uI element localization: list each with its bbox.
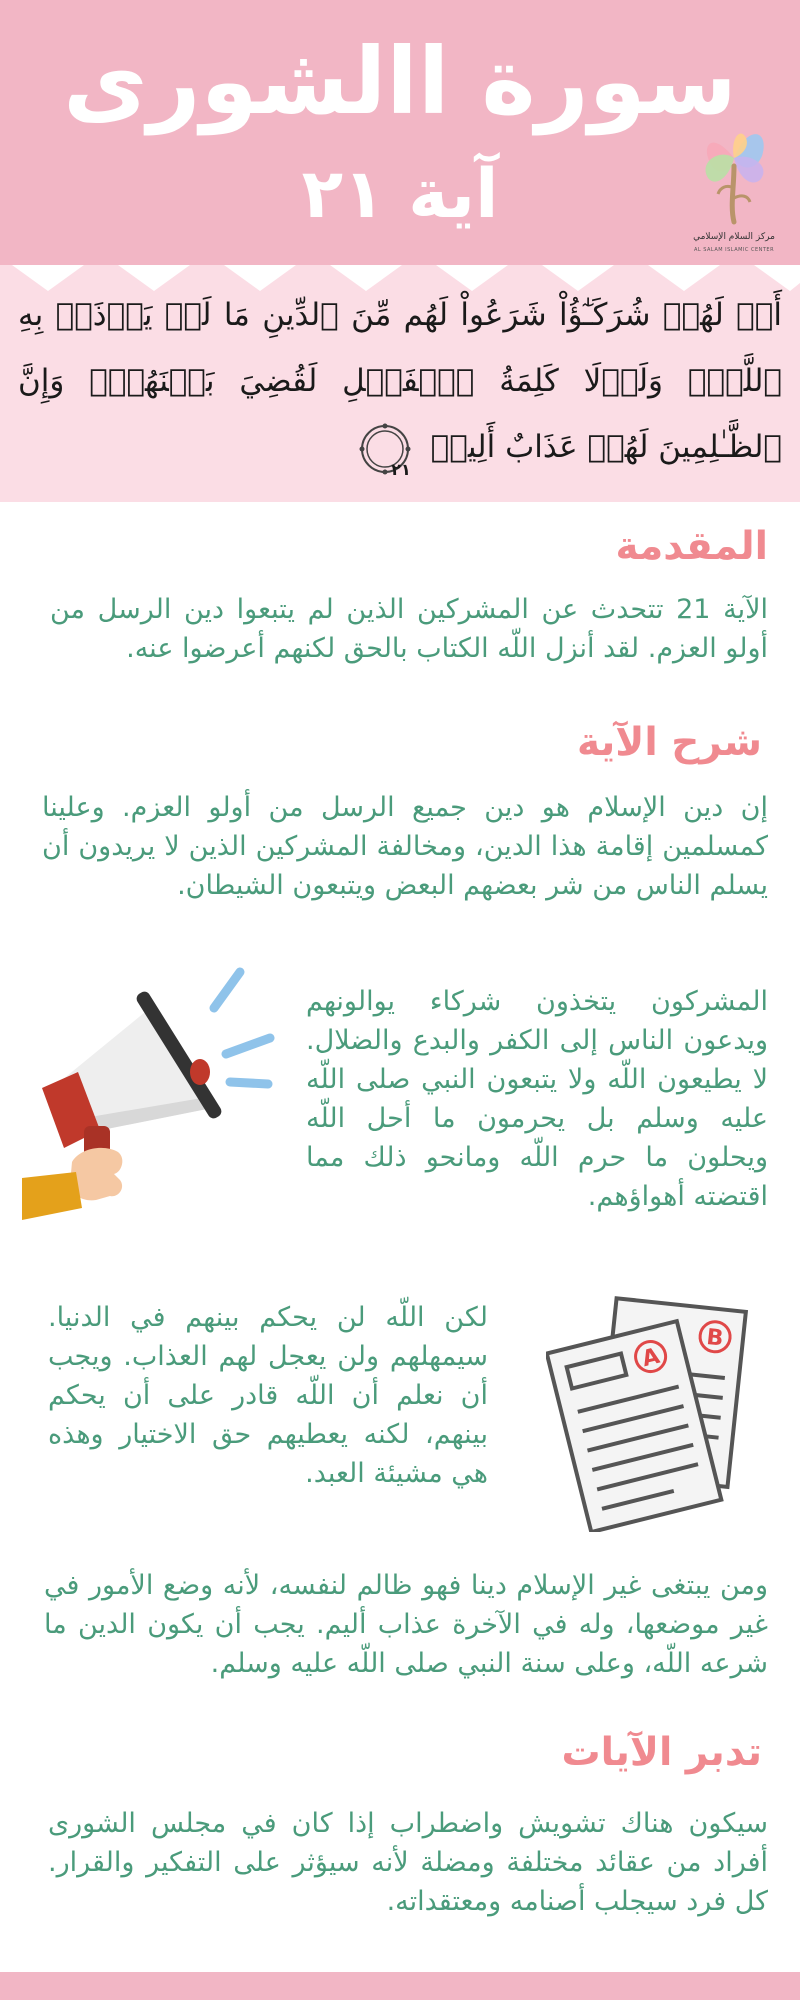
- explanation-paragraph-4: ومن يبتغى غير الإسلام دينا فهو ظالم لنفسه، لأنه وضع الأمور في غير موضعها، وله في الآخرة عذاب أليم. يجب أن يكون الدين ما شرعه اللّه، وعلى سنة النبي صلى اللّه عليه وسلم.: [44, 1570, 768, 1679]
- explanation-paragraph-2: المشركون يتخذون شركاء يوالونهم ويدعون الناس إلى الكفر والبدع والضلال. لا يطيعون اللّه ولا يتبعون النبي صلى اللّه عليه وسلم بل يحرمون ما أحل اللّه ويحلون ما حرم اللّه ومانحو ذلك مما اقتضته أهواؤهم.: [306, 986, 768, 1212]
- ayah-number: ٢١: [391, 459, 411, 479]
- grade-a-label: A: [639, 1343, 663, 1373]
- graded-papers-icon: [546, 1292, 756, 1532]
- intro-paragraph: الآية 21 تتحدث عن المشركين الذين لم يتبعوا دين الرسل من أولو العزم. لقد أنزل اللّه الكتاب بالحق لكنهم أعرضوا عنه.: [50, 594, 768, 664]
- logo-text-english: AL SALAM ISLAMIC CENTER: [693, 247, 775, 253]
- explanation-paragraph-3: لكن اللّه لن يحكم بينهم في الدنيا. سيمهلهم ولن يعجل لهم العذاب. ويجب أن نعلم أن اللّه قادر على أن يحكم بينهم، لكنه يعطيهم حق الاختيار وهذه هي مشيئة العبد.: [48, 1302, 488, 1489]
- ayah-end-marker: [359, 423, 411, 479]
- page-subtitle: آية ٢١: [301, 155, 499, 234]
- explanation-paragraph-1: إن دين الإسلام هو دين جميع الرسل من أولو العزم. وعلينا كمسلمين إقامة هذا الدين، ومخالفة المشركين الذين لا يريدون أن يسلم الناس من شر بعضهم البعض ويتبعون الشيطان.: [42, 792, 768, 901]
- grade-b-label: B: [705, 1324, 725, 1352]
- footer-band: [0, 1972, 800, 2000]
- intro-heading: المقدمة: [615, 524, 768, 569]
- reflection-paragraph: سيكون هناك تشويش واضطراب إذا كان في مجلس الشورى أفراد من عقائد مختلفة ومضلة لأنه سيؤثر على التفكير والقرار. كل فرد سيجلب أصنامه ومعتقداته.: [48, 1808, 768, 1917]
- verse-text: [18, 282, 782, 480]
- explanation-heading: شرح الآية: [576, 720, 762, 765]
- reflection-heading: تدبر الآيات: [561, 1730, 762, 1775]
- verse-arabic: أَمۡ لَهُمۡ شُرَكَـٰٓؤُاْ شَرَعُواْ لَهُم مِّنَ ٱلدِّينِ مَا لَمۡ يَأۡذَنۢ بِهِ ٱللَّهُۚ وَلَوۡلَا كَلِمَةُ ٱلۡفَصۡلِ لَقُضِيَ بَيۡنَهُمۡۗ وَإِنَّ ٱلظَّـٰلِمِينَ لَهُمۡ عَذَابٌ أَلِيمٞ: [18, 297, 782, 465]
- megaphone-icon: [22, 958, 284, 1220]
- logo-text-arabic: مركز السلام الإسلامي: [693, 232, 775, 242]
- page-title: سورة االشورى: [63, 28, 737, 135]
